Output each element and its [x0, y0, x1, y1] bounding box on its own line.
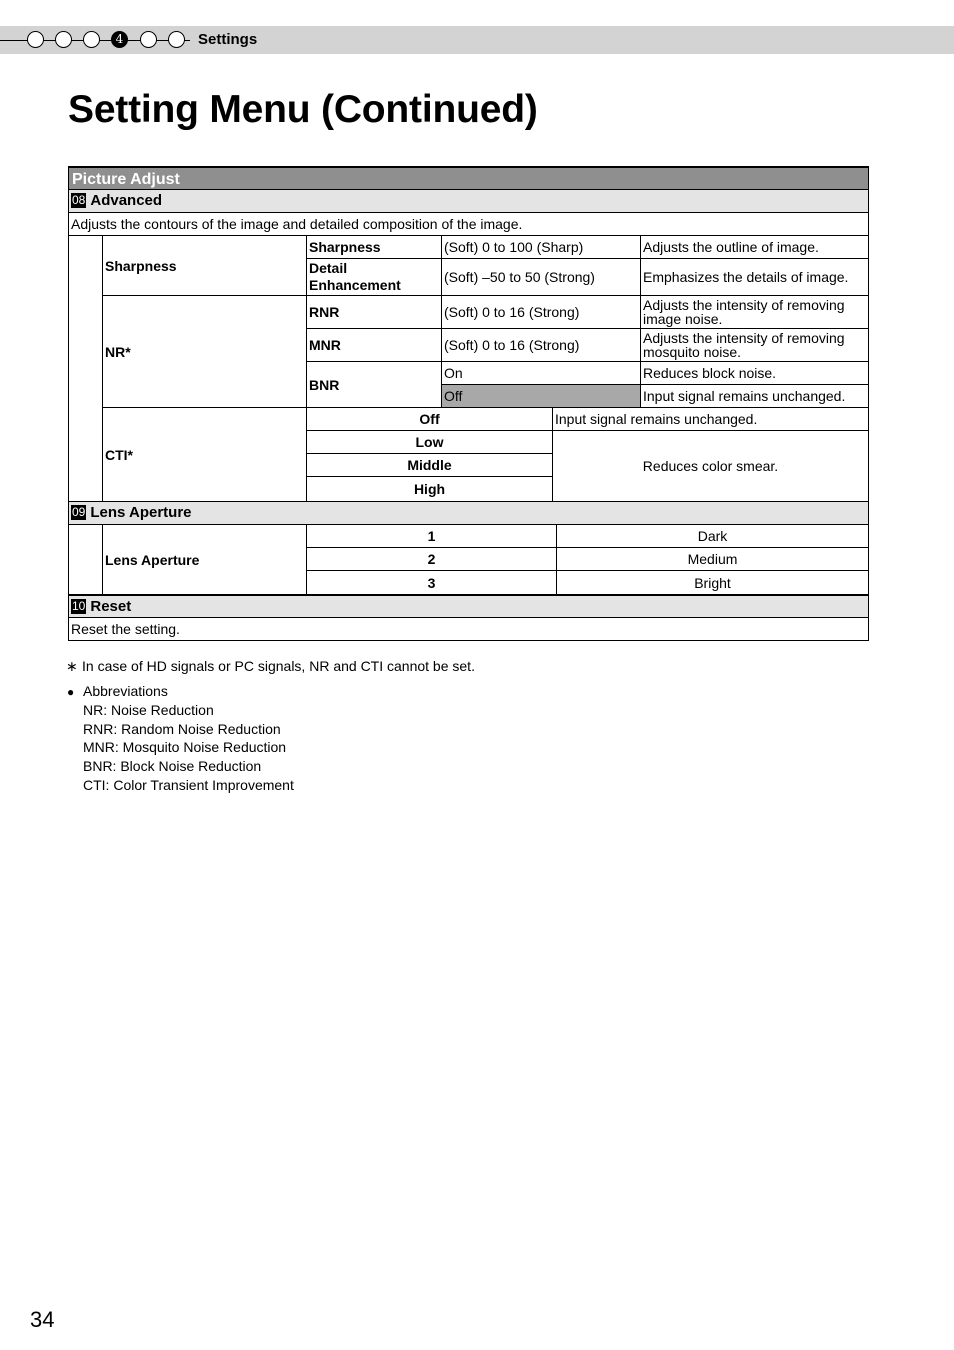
lens-desc: Dark [697, 528, 728, 544]
nr-group-label: NR* [105, 343, 131, 360]
cti-group-label: CTI* [105, 446, 133, 463]
abbreviations-title-text: Abbreviations [83, 683, 168, 699]
bullet-icon: ● [67, 685, 75, 699]
sharpness-item: Sharpness [309, 239, 381, 255]
item-number-badge: 10 [72, 599, 86, 613]
mnr-item: MNR [309, 337, 341, 353]
rnr-desc [641, 296, 868, 328]
bnr-item: BNR [309, 376, 340, 393]
rnr-item: RNR [309, 304, 340, 320]
cti-off: Off [419, 411, 440, 427]
abbr-cti: CTI: Color Transient Improvement [83, 777, 294, 793]
lens-aperture-label: Lens Aperture [90, 504, 192, 521]
advanced-label: Advanced [90, 192, 163, 209]
reset-description: Reset the setting. [68, 618, 869, 641]
bnr-off-default: Off [442, 385, 640, 407]
abbreviations-title [67, 683, 168, 699]
asterisk-icon: ∗ [66, 658, 78, 674]
mnr-desc-line2: mosquito noise. [643, 344, 742, 360]
rnr-range: (Soft) 0 to 16 (Strong) [444, 304, 580, 320]
asterisk-note [66, 658, 475, 675]
advanced-options-block [68, 236, 869, 502]
lens-aperture-group-label: Lens Aperture [105, 551, 200, 568]
chapter-circle-icon [168, 31, 185, 48]
rnr-desc-line2: image noise. [643, 311, 723, 327]
mnr-range: (Soft) 0 to 16 (Strong) [444, 337, 580, 353]
detail-enhancement-line1: Detail [309, 260, 348, 276]
settings-table [68, 166, 869, 641]
mnr-desc [641, 329, 868, 361]
lens-desc: Medium [687, 551, 738, 567]
cti-high: High [413, 481, 446, 497]
mnr-desc-line1: Adjusts the intensity of removing [643, 330, 845, 346]
cti-low: Low [415, 434, 444, 450]
page-title: Setting Menu (Continued) [68, 88, 538, 131]
lens-value: 1 [427, 528, 436, 544]
chapter-circle-icon [55, 31, 72, 48]
abbr-bnr: BNR: Block Noise Reduction [83, 758, 262, 774]
detail-enhancement-desc: Emphasizes the details of image. [643, 269, 849, 285]
group-header: Picture Adjust [68, 166, 869, 190]
section-label: Settings [198, 31, 258, 48]
rnr-desc-line1: Adjusts the intensity of removing [643, 297, 845, 313]
cti-off-desc: Input signal remains unchanged. [555, 411, 758, 427]
page-number: 34 [30, 1307, 55, 1332]
sharpness-group-label: Sharpness [105, 257, 177, 274]
detail-enhancement-line2: Enhancement [309, 277, 401, 293]
sharpness-desc: Adjusts the outline of image. [643, 239, 819, 255]
lens-value: 2 [427, 551, 436, 567]
reset-header [68, 595, 869, 618]
lens-value: 3 [427, 574, 436, 591]
chapter-circle-icon [27, 31, 44, 48]
chapter-circle-icon [83, 31, 100, 48]
item-number-badge: 08 [72, 193, 86, 207]
cti-middle: Middle [407, 457, 452, 473]
advanced-header [68, 190, 869, 213]
bnr-on-desc: Reduces block noise. [643, 365, 777, 381]
bnr-on: On [444, 365, 463, 381]
cti-other-desc: Reduces color smear. [642, 458, 779, 474]
lens-aperture-block [68, 525, 869, 595]
detail-enhancement-item [307, 259, 441, 295]
abbr-nr: NR: Noise Reduction [83, 702, 214, 718]
item-number-badge: 09 [72, 505, 86, 519]
detail-enhancement-range: (Soft) –50 to 50 (Strong) [444, 269, 595, 285]
lens-desc: Bright [694, 574, 731, 591]
chapter-number-badge: 4 [111, 31, 128, 48]
advanced-description: Adjusts the contours of the image and detailed composition of the image. [68, 213, 869, 236]
sharpness-range: (Soft) 0 to 100 (Sharp) [444, 239, 584, 255]
asterisk-note-text: In case of HD signals or PC signals, NR and CTI cannot be set. [82, 658, 475, 674]
bnr-off-desc: Input signal remains unchanged. [643, 388, 846, 404]
abbr-rnr: RNR: Random Noise Reduction [83, 721, 281, 737]
lens-aperture-header [68, 502, 869, 525]
chapter-circle-icon [140, 31, 157, 48]
abbr-mnr: MNR: Mosquito Noise Reduction [83, 739, 287, 755]
reset-label: Reset [90, 598, 132, 615]
